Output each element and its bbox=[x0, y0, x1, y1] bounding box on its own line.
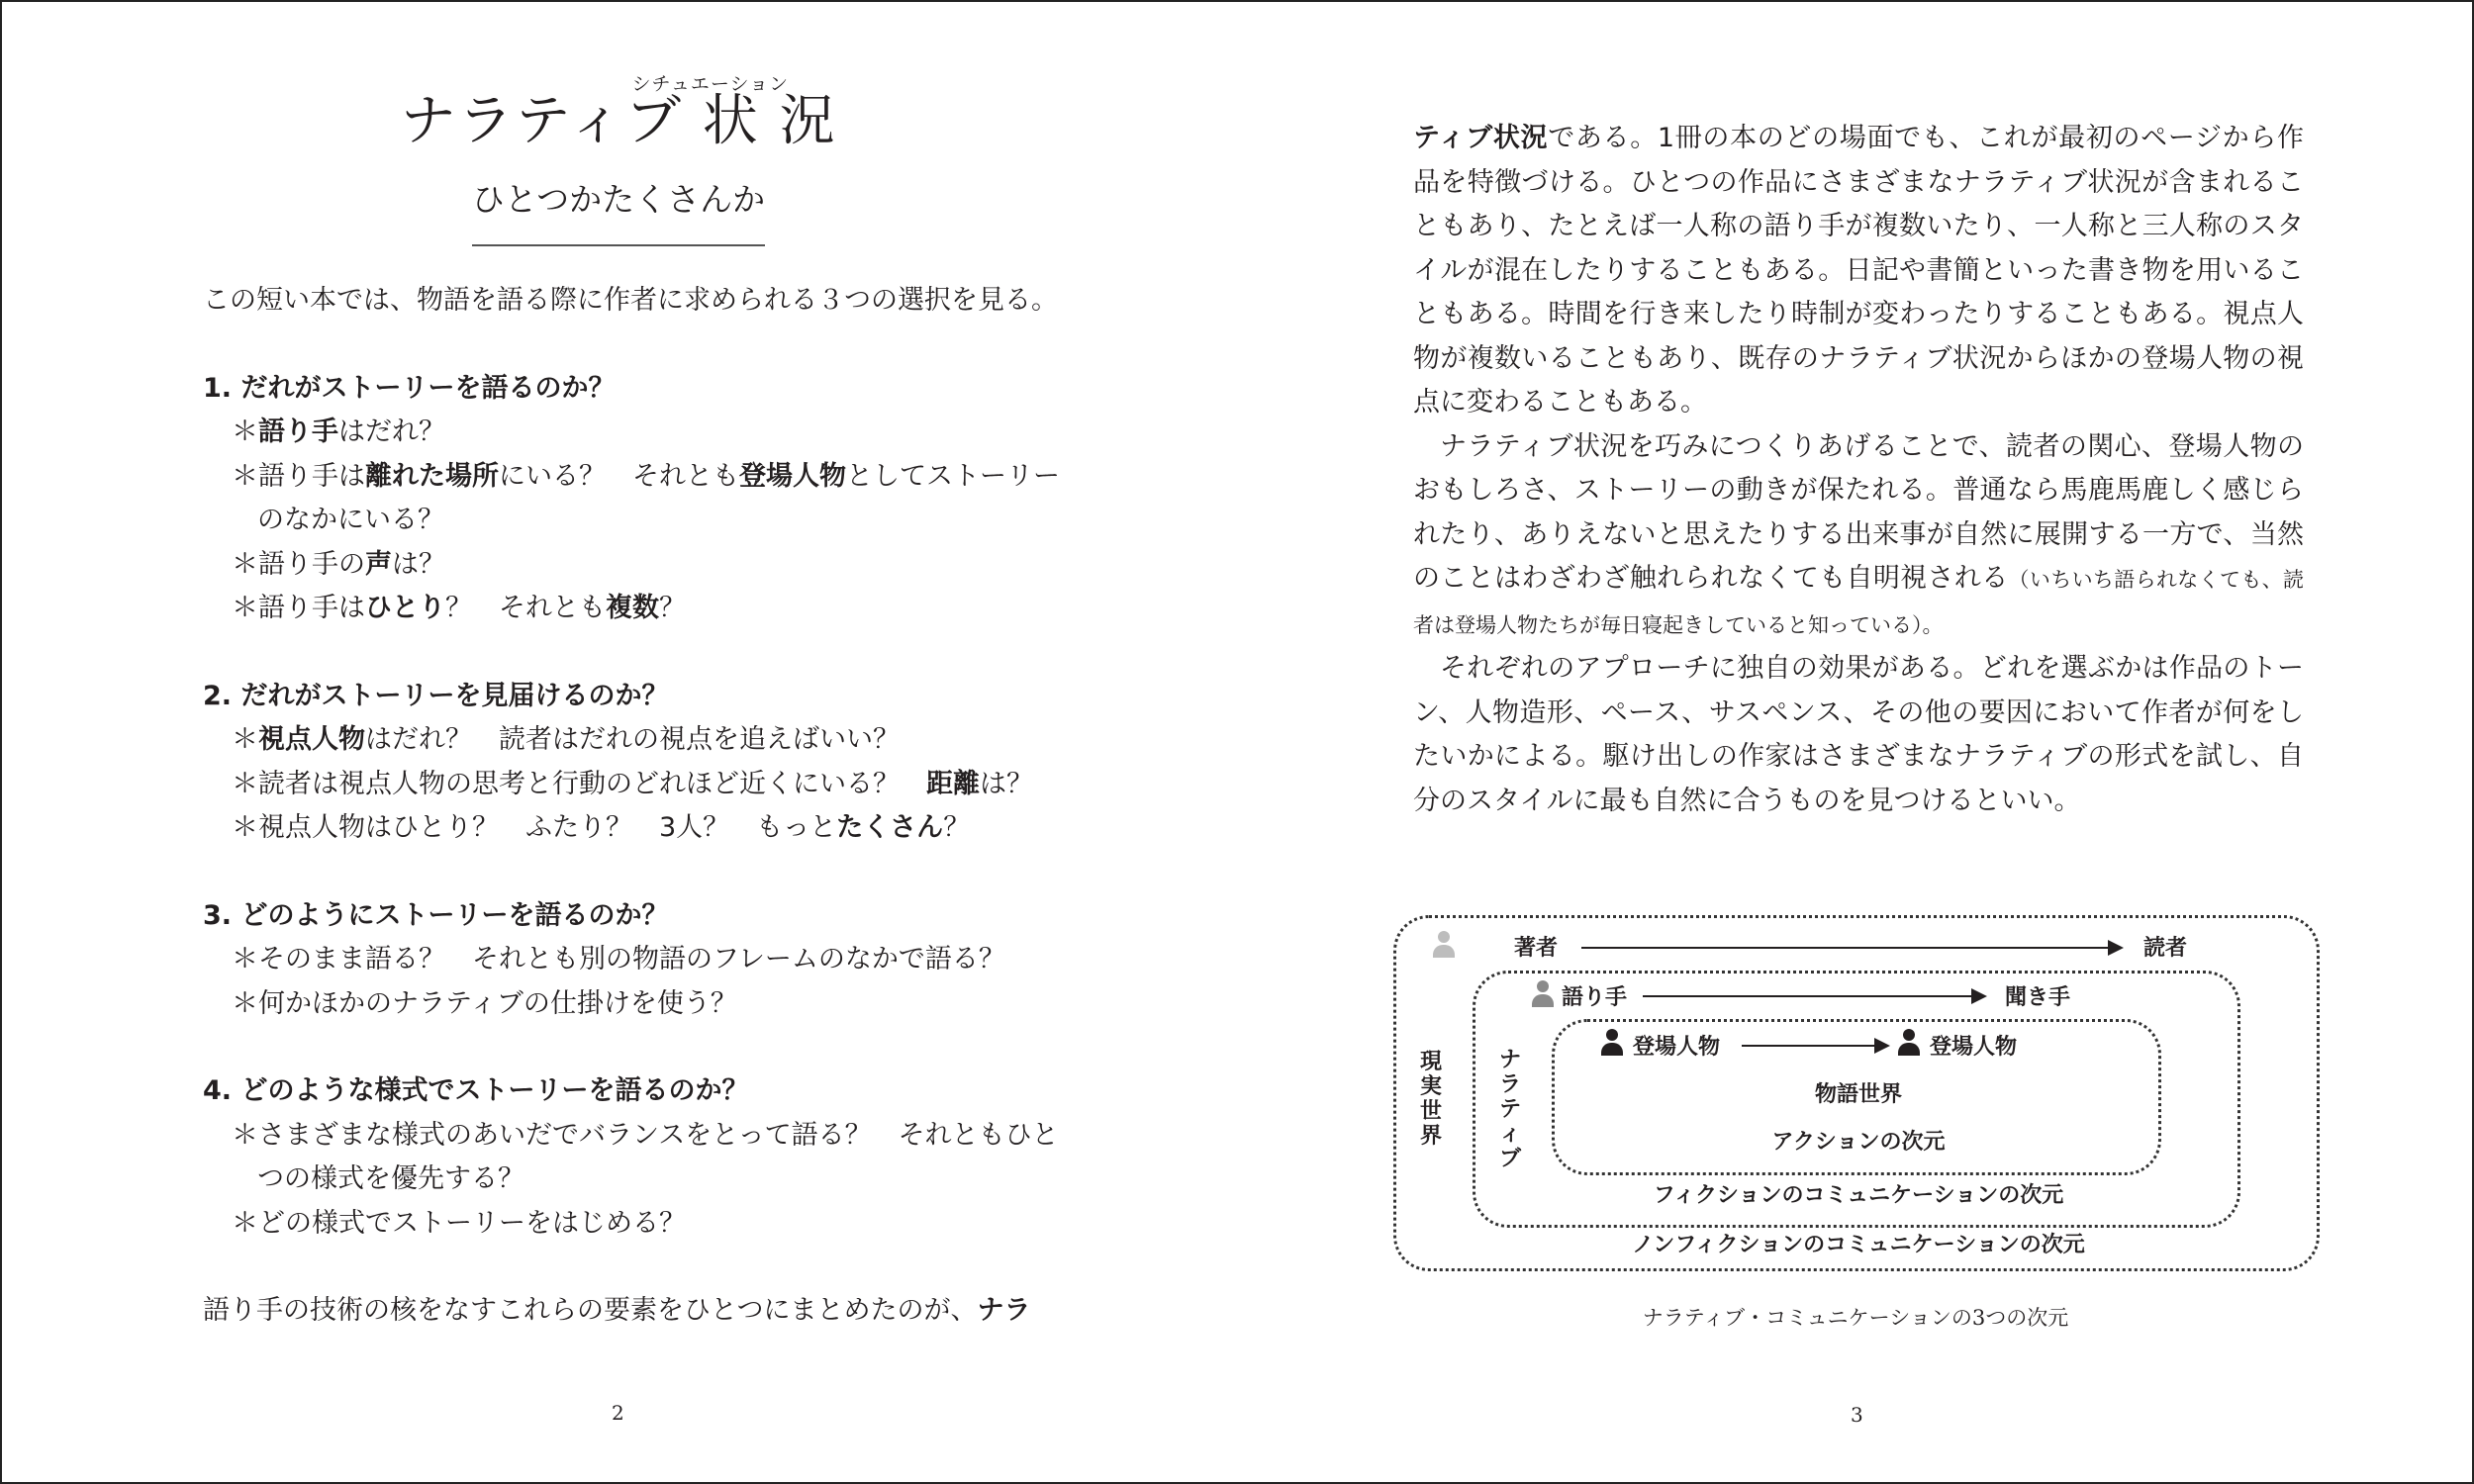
list-item bbox=[203, 806, 1074, 851]
question-heading: 3. どのようにストーリーを語るのか？ bbox=[203, 899, 669, 931]
story-world-label: 物語世界 bbox=[1814, 1082, 1902, 1107]
emphasis: たくさん bbox=[836, 812, 944, 843]
character-a-person-icon bbox=[1599, 1029, 1625, 1057]
text-run: ＊語り手は bbox=[232, 593, 365, 623]
emphasis: ナラ bbox=[977, 1295, 1031, 1326]
emphasis: 語り手 bbox=[258, 417, 338, 447]
title-ruby: シチュエーション bbox=[631, 73, 790, 95]
text-run: にいる？ それとも bbox=[499, 460, 739, 492]
text-run: ？ bbox=[943, 812, 971, 843]
question-2 bbox=[203, 675, 1074, 851]
emphasis: 登場人物 bbox=[739, 460, 846, 492]
text-run: ＊読者は視点人物の思考と行動のどれほど近くにいる？ bbox=[232, 768, 926, 799]
paragraph-2-text: ナラティブ状況を巧みにつくりあげることで、読者の関心、登場人物のおもしろさ、ストーリーの動きが保たれる。普通なら馬鹿馬鹿しく感じられたり、ありえないと思えたりする出来事が自然に展開する一方で、当然のことはわざわざ触れられなくても自明視される bbox=[1413, 430, 2304, 594]
text-run: ＊語り手の bbox=[232, 548, 365, 580]
paragraph-1 bbox=[1413, 117, 2304, 425]
emphasis: ティブ状況 bbox=[1413, 123, 1549, 153]
emphasis: 複数 bbox=[606, 593, 659, 623]
title-text: ナラティブ 状 況 bbox=[400, 89, 837, 153]
list-item bbox=[203, 1202, 1074, 1247]
text-run: ？ それとも bbox=[445, 593, 606, 623]
emphasis: 声 bbox=[365, 548, 392, 580]
text-run: 語り手の技術の核をなすこれらの要素をひとつにまとめたのが、 bbox=[203, 1295, 978, 1326]
real-world-vertical-label: 現 実 世 界 bbox=[1419, 1050, 1442, 1149]
fiction-communication-label: フィクションのコミュニケーションの次元 bbox=[1653, 1183, 2064, 1208]
text-run: はだれ？ 読者はだれの視点を追えばいい？ bbox=[365, 724, 900, 755]
narrator-to-listener-arrow bbox=[1643, 995, 1985, 997]
list-item bbox=[203, 938, 1074, 982]
list-item bbox=[203, 763, 1074, 807]
nonfiction-communication-label: ノンフィクションのコミュニケーションの次元 bbox=[1632, 1233, 2085, 1257]
chapter-title bbox=[400, 73, 837, 156]
text-run: は？ bbox=[980, 768, 1033, 799]
left-body bbox=[203, 279, 1074, 1334]
question-3 bbox=[203, 894, 1074, 1027]
emphasis: 離れた場所 bbox=[365, 460, 499, 492]
narrative-vertical-label: ナ ラ テ ィ ブ bbox=[1498, 1048, 1521, 1171]
paragraph-2 bbox=[1413, 425, 2304, 648]
right-page bbox=[1237, 0, 2474, 1484]
closing-paragraph bbox=[203, 1289, 1074, 1334]
text-run: ？ bbox=[659, 593, 686, 623]
author-person-icon bbox=[1431, 931, 1457, 959]
text-run: ＊視点人物はひとり？ ふたり？ 3人？ もっと bbox=[232, 812, 837, 843]
diagram-caption: ナラティブ・コミュニケーションの3つの次元 bbox=[1642, 1306, 2069, 1330]
narrator-label: 語り手 bbox=[1562, 985, 1628, 1010]
emphasis: 視点人物 bbox=[258, 724, 365, 755]
question-heading: 2. だれがストーリーを見届けるのか？ bbox=[203, 680, 669, 711]
list-item bbox=[203, 1114, 1074, 1202]
text-run: ＊そのまま語る？ それとも別の物語のフレームのなかで語る？ bbox=[232, 944, 1005, 974]
action-dimension-label: アクションの次元 bbox=[1771, 1130, 1946, 1155]
listener-label: 聞き手 bbox=[2005, 985, 2071, 1010]
question-heading: 1. だれがストーリーを語るのか？ bbox=[203, 372, 616, 404]
title-block bbox=[0, 73, 1237, 246]
list-item bbox=[203, 718, 1074, 763]
chapter-subtitle: ひとつかたくさんか bbox=[471, 180, 766, 219]
text-run: である。1冊の本のどの場面でも、これが最初のページから作品を特徴づける。ひとつの作品にさまざまなナラティブ状況が含まれることもあり、たとえば一人称の語り手が複数いたり、一人称と三人称のスタイルが混在したりすることもある。日記や書簡といった書き物を用いることもある。時間を行き来したり時制が変わったりすることもある。視点人物が複数いることもあり、既存のナラティブ状況からほかの登場人物の視点に変わることもある。 bbox=[1413, 123, 2304, 417]
text-run: ＊どの様式でストーリーをはじめる？ bbox=[232, 1207, 686, 1239]
text-run: ＊さまざまな様式のあいだでバランスをとって語る？ それともひとつの様式を優先する？ bbox=[232, 1119, 1059, 1194]
narrator-person-icon bbox=[1530, 980, 1556, 1008]
page-number-left: 2 bbox=[612, 1401, 624, 1425]
reader-label: 読者 bbox=[2143, 936, 2188, 961]
text-run: ＊ bbox=[232, 417, 258, 447]
list-item bbox=[203, 455, 1074, 543]
list-item bbox=[203, 982, 1074, 1027]
emphasis: 距離 bbox=[926, 768, 980, 799]
question-1 bbox=[203, 367, 1074, 631]
list-item bbox=[203, 587, 1074, 631]
character-to-character-arrow bbox=[1742, 1045, 1888, 1047]
list-item bbox=[203, 411, 1074, 455]
text-run: としてストーリーのなかにいる？ bbox=[257, 460, 1060, 535]
title-divider bbox=[472, 244, 765, 246]
communication-diagram bbox=[1393, 915, 2320, 1271]
question-4 bbox=[203, 1069, 1074, 1246]
paragraph-2-aside: （いちいち語られなくても、読者は登場人物たちが毎日寝起きしていると知っている）。 bbox=[1413, 568, 2305, 637]
paragraph-3: それぞれのアプローチに独自の効果がある。どれを選ぶかは作品のトーン、人物造形、ペース、サスペンス、その他の要因において作者が何をしたいかによる。駆け出しの作家はさまざまなナラティブの形式を試し、自分のスタイルに最も自然に合うものを見つけるといい。 bbox=[1413, 653, 2304, 816]
character-a-label: 登場人物 bbox=[1633, 1035, 1721, 1060]
text-run: ＊何かほかのナラティブの仕掛けを使う？ bbox=[232, 987, 737, 1019]
author-label: 著者 bbox=[1514, 936, 1559, 961]
text-run: はだれ？ bbox=[338, 417, 445, 447]
list-item bbox=[203, 543, 1074, 588]
intro-paragraph: この短い本では、物語を語る際に作者に求められる３つの選択を見る。 bbox=[203, 285, 1058, 316]
emphasis: ひとり bbox=[365, 593, 445, 623]
character-b-label: 登場人物 bbox=[1930, 1035, 2018, 1060]
character-b-person-icon bbox=[1896, 1029, 1922, 1057]
text-run: ＊ bbox=[232, 724, 258, 755]
text-run: ＊語り手は bbox=[232, 460, 365, 492]
right-body bbox=[1413, 117, 2304, 823]
author-to-reader-arrow bbox=[1581, 947, 2122, 949]
text-run: は？ bbox=[392, 548, 445, 580]
page-number-right: 3 bbox=[1851, 1403, 1863, 1427]
question-heading: 4. どのような様式でストーリーを語るのか？ bbox=[203, 1075, 749, 1106]
